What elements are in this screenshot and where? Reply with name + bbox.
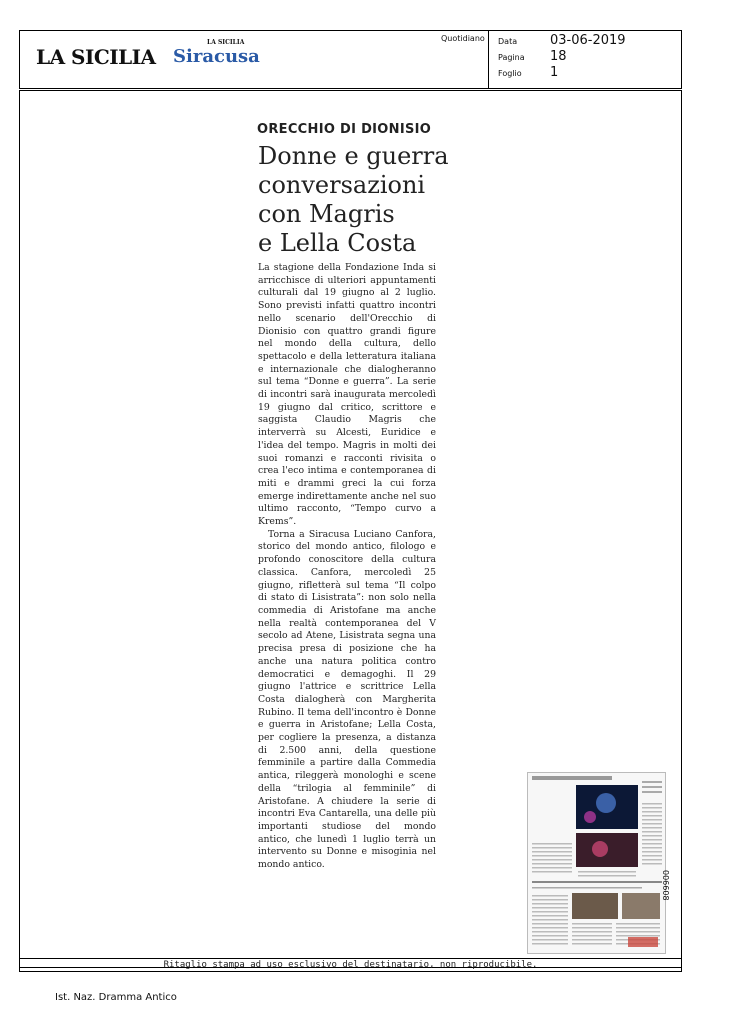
headline-line: Donne e guerra [258,142,449,170]
headline-line: e Lella Costa [258,229,417,257]
headline-line: conversazioni [258,171,426,199]
page-thumbnail [527,772,666,954]
masthead [20,31,489,88]
meta-label: Foglio [498,69,522,78]
article-headline [258,142,488,258]
article-paragraph: Torna a Siracusa Luciano Canfora, storico del mondo antico, filologo e profondo conoscitore della cultura classica. Canfora, mercoledì 25 giugno, rifletterà sul tema “Il colpo di stato di Lisistrata”: non solo nella commedia di Aristofane ma anche nella realtà contemporanea del V secolo ad Atene, Lisistrata segna una precisa presa di posizione che ha anche una natura politica contro democratici e demagoghi. Il 29 giugno l'attrice e scrittrice Lella Costa dialogherà con Margherita Rubino. Il tema dell'incontro è Donne e guerra in Aristofane; Lella Costa, per cogliere la presenza, a distanza di 2.500 anni, della questione femminile a partire dalla Commedia antica, rileggerà monologhi e scene della “trilogia al femminile” di Aristofane. A chiudere la serie di incontri Eva Cantarella, una delle più importanti studiose del mondo antico, che lunedì 1 luglio terrà un intervento su Donne e misoginia nel mondo antico. [258,528,436,871]
page-thumbnail-image [528,773,665,953]
publication-type: Quotidiano [441,34,485,43]
meta-label: Pagina [498,53,525,62]
edition-name: Siracusa [173,46,260,67]
header-box [19,30,682,89]
meta-row-page [498,49,678,65]
meta-row-sheet [498,65,678,81]
article-body [258,262,436,872]
meta-value: 1 [550,65,559,80]
copyright-notice: Ritaglio stampa ad uso esclusivo del destinatario, non riproducibile. [19,958,682,972]
article-paragraph: La stagione della Fondazione Inda si arricchisce di ulteriori appuntamenti culturali dal 19 giugno al 2 luglio. Sono previsti infatti quattro incontri nello scenario dell'Orecchio di Dionisio con quattro grandi figure nel mondo della cultura, dello spettacolo e della letteratura italiana e internazionale che dialogheranno sul tema “Donne e guerra”. La serie di incontri sarà inaugurata mercoledì 19 giugno dal critico, scrittore e saggista Claudio Magris che interverrà su Alcesti, Euridice e l'idea del tempo. Magris in molti dei suoi romanzi e racconti rivisita o crea l'eco intima e contemporanea di miti e drammi greci la cui forza emerge indirettamente anche nel suo ultimo racconto, “Tempo curvo a Krems”. [258,262,436,528]
meta-value: 03-06-2019 [550,33,626,48]
client-name: Ist. Naz. Dramma Antico [55,992,177,1003]
clipping-meta [490,31,681,88]
meta-label: Data [498,37,518,46]
meta-value: 18 [550,49,567,64]
newspaper-logo-small: LA SICILIA [207,39,245,46]
headline-line: con Magris [258,200,395,228]
newspaper-logo: LA SICILIA [36,45,156,69]
meta-row-date [498,33,678,49]
article-kicker: ORECCHIO DI DIONISIO [257,122,432,137]
document-code: 006608 [661,870,670,901]
